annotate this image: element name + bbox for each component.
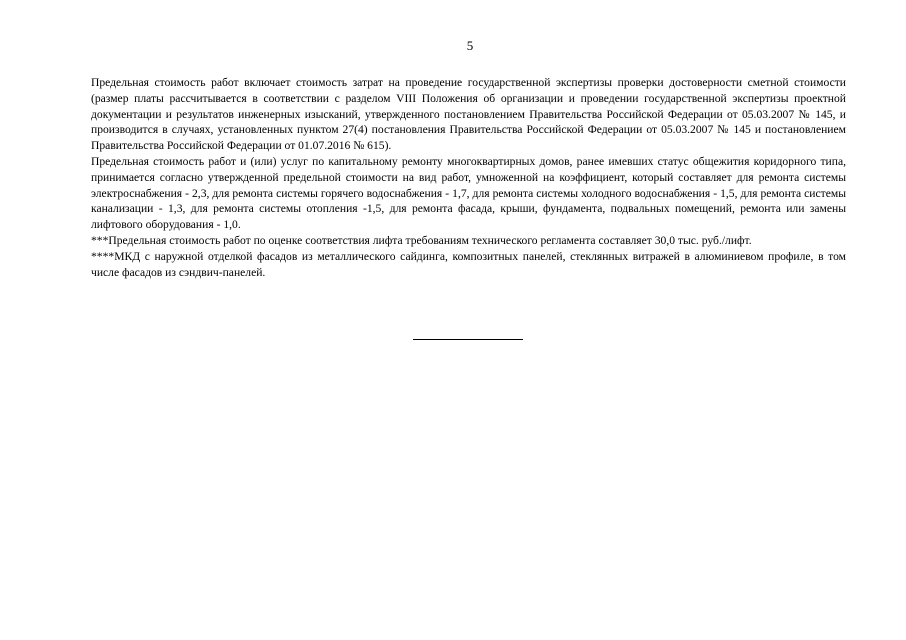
document-body xyxy=(91,75,846,280)
paragraph-dormitory-coefficient: Предельная стоимость работ и (или) услуг по капитальному ремонту многоквартирных домов, ранее имевших статус общежития коридорного типа, принимается согласно утвержденной предельной стоимости на вид работ, умноженной на коэффициент, который составляет для ремонта системы электроснабжения - 2,3, для ремонта системы горячего водоснабжения - 1,7, для ремонта системы холодного водоснабжения - 1,5, для ремонта системы канализации - 1,3, для ремонта системы отопления -1,5, для ремонта фасада, крыши, фундамента, подвальных помещений, ремонта или замены лифтового оборудования - 1,0. xyxy=(91,154,846,232)
separator-line xyxy=(413,339,523,340)
footnote-lift-assessment: ***Предельная стоимость работ по оценке соответствия лифта требованиям технического регламента составляет 30,0 тыс. руб./лифт. xyxy=(91,233,752,247)
page-number: 5 xyxy=(466,38,474,53)
footnote-facade-materials: ****МКД с наружной отделкой фасадов из металлического сайдинга, композитных панелей, стеклянных витражей в алюминиевом профиле, в том числе фасадов из сэндвич-панелей. xyxy=(91,249,846,279)
paragraph-price-limit-expertise: Предельная стоимость работ включает стоимость затрат на проведение государственной экспертизы проверки достоверности сметной стоимости (размер платы рассчитывается в соответствии с разделом VIII Положения об организации и проведении государственной экспертизы проектной документации и результатов инженерных изысканий, утвержденного постановлением Правительства Российской Федерации от 05.03.2007 № 145, и производится в случаях, установленных пунктом 27(4) постановления Правительства Российской Федерации от 05.03.2007 № 145 и постановлением Правительства Российской Федерации от 01.07.2016 № 615). xyxy=(91,76,846,153)
